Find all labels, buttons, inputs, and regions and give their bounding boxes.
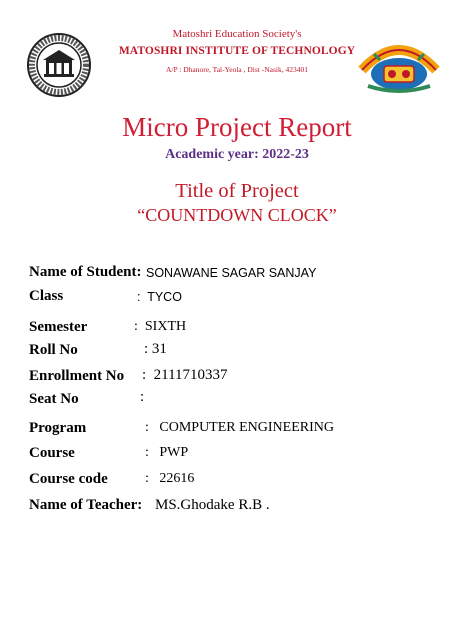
student-name-label: Name of Student: [29, 264, 142, 280]
enrollment-label: Enrollment No [29, 368, 125, 384]
institute-logo [354, 28, 444, 98]
course-code-label: Course code [29, 471, 108, 487]
project-title: “COUNTDOWN CLOCK” [137, 205, 337, 225]
course-label: Course [29, 445, 75, 461]
semester-value: : SIXTH [134, 319, 187, 334]
roll-no-value: : 31 [144, 341, 167, 357]
student-name-value: SONAWANE SAGAR SANJAY [146, 266, 317, 280]
enrollment-value: : 2111710337 [142, 367, 228, 383]
society-name: Matoshri Education Society's [172, 28, 302, 40]
institute-name: MATOSHRI INSTITUTE OF TECHNOLOGY [118, 45, 356, 57]
class-value: : TYCO [137, 290, 182, 304]
course-code-value: : 22616 [145, 471, 195, 486]
project-title-label: Title of Project [175, 180, 299, 202]
institute-address: A/P : Dhanore, Tal-Yeola , Dist -Nasik, 423401 [165, 65, 309, 74]
seat-no-label: Seat No [29, 391, 79, 407]
semester-label: Semester [29, 319, 88, 335]
academic-year: Academic year: 2022-23 [165, 147, 309, 162]
seat-no-value: : [140, 389, 145, 405]
course-value: : PWP [145, 445, 189, 460]
teacher-value: MS.Ghodake R.B . [155, 497, 270, 513]
report-title: Micro Project Report [122, 112, 352, 142]
roll-no-label: Roll No [29, 342, 78, 358]
program-label: Program [29, 420, 87, 436]
program-value: : COMPUTER ENGINEERING [145, 420, 334, 435]
class-label: Class [29, 288, 64, 304]
teacher-label: Name of Teacher: [29, 497, 143, 513]
